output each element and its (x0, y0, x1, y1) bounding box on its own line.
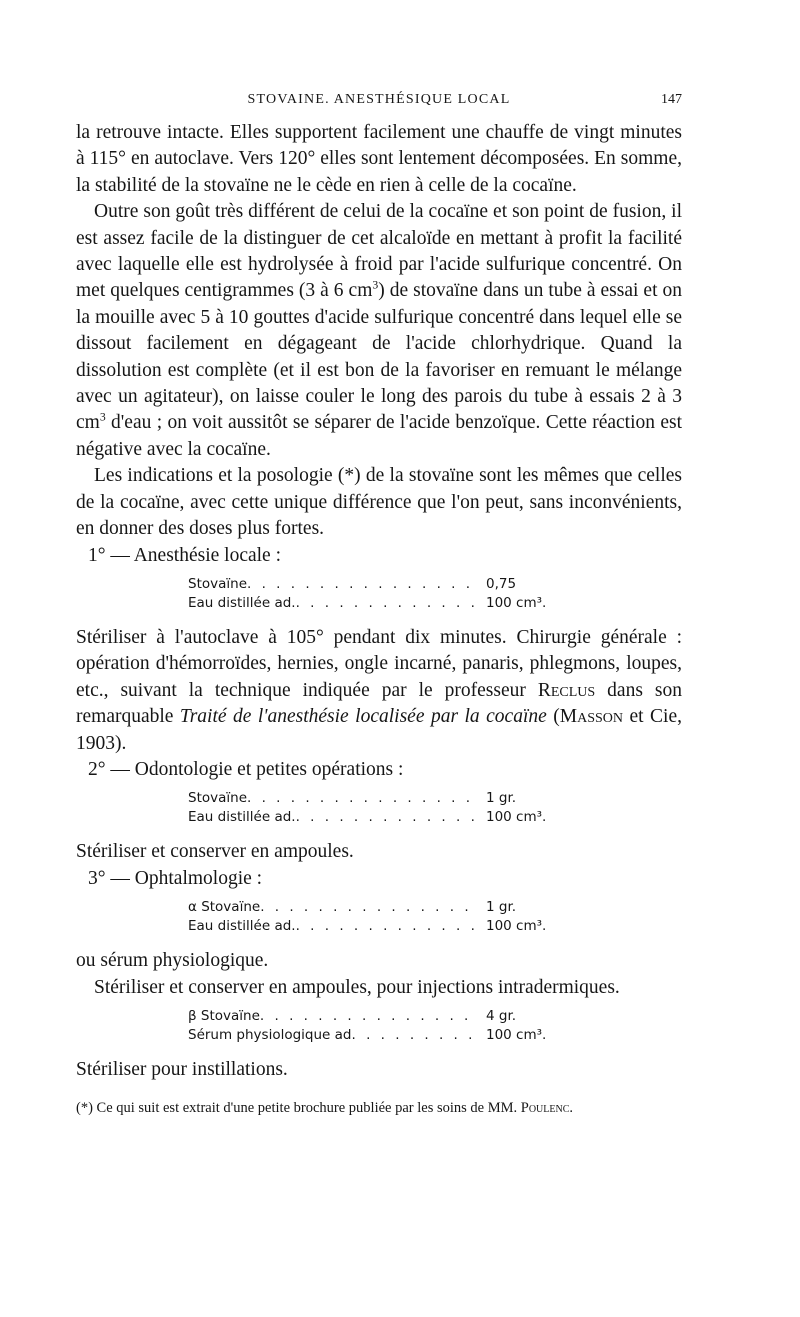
recipe-row (188, 594, 560, 613)
paragraph (76, 199, 682, 463)
paragraph: Stériliser et conserver en ampoules. (76, 841, 354, 863)
paragraph-text: d'eau ; on voit aussitôt se séparer de l'acide benzoïque. Cette réaction est négative avec la cocaïne. (76, 412, 682, 460)
paragraph: Stériliser pour instillations. (76, 1058, 288, 1080)
ingredient-name: Sérum physiologique ad (188, 1026, 352, 1043)
paragraph (76, 625, 682, 757)
leader-dots (260, 898, 478, 917)
ingredient-name: Stovaïne (188, 575, 247, 592)
section-heading: 1° — Anesthésie locale : (88, 544, 282, 566)
recipe-table (188, 898, 560, 936)
leader-dots (296, 808, 478, 827)
recipe-row (188, 1007, 560, 1026)
footnote-text: (*) Ce qui suit est extrait d'une petite brochure publiée par les soins de MM. (76, 1100, 521, 1116)
paragraph-text: et Cie, 1903). (76, 706, 682, 754)
paragraph-text: ) de stovaïne dans un tube à essai et on la mouille avec 5 à 10 gouttes d'acide sulfurique concentré dans lequel elle se dissout facilement en dégageant de l'acide chlorhydrique. Quand la dissolution est complète (et il est bon de la favoriser en remuant le mélange avec un agitateur), on laisse couler le long des parois du tube à essais 2 à 3 cm (76, 280, 682, 434)
recipe-row (188, 917, 560, 936)
superscript: 3 (99, 410, 106, 424)
recipe-row (188, 898, 560, 917)
recipe-row (188, 808, 560, 827)
publisher-name: Masson (559, 706, 624, 728)
leader-dots (260, 1007, 478, 1026)
leader-dots (247, 575, 478, 594)
paragraph-text: de la stovaïne sont les mêmes que celles de la cocaïne, avec cette unique différence que l'on peut, sans inconvénients, en donner des doses plus fortes. (76, 465, 682, 540)
paragraph-text: Stériliser à l'autoclave à 105° pendant dix minutes. Chirurgie générale : opération d'hémorroïdes, hernies, ongle incarné, panaris, phlegmons, loupes, etc., suivant la technique indiquée par le professeur (76, 626, 682, 701)
recipe-row (188, 789, 560, 808)
ingredient-name: Eau distillée ad. (188, 918, 296, 935)
ingredient-quantity: 100 cm³. (486, 1026, 547, 1043)
footnote-name: Poulenc (520, 1100, 570, 1116)
footnote-marker: (*) (337, 465, 361, 487)
paragraph (76, 463, 682, 542)
ingredient-quantity: 0,75 (486, 575, 517, 592)
leader-dots (296, 917, 478, 936)
author-name: Reclus (537, 679, 596, 701)
footnote-text: . (569, 1100, 574, 1116)
ingredient-name: α Stovaïne (188, 899, 261, 916)
leader-dots (247, 789, 478, 808)
ingredient-quantity: 4 gr. (486, 1007, 517, 1024)
recipe-row (188, 575, 560, 594)
ingredient-quantity: 100 cm³. (486, 809, 547, 826)
recipe-table (188, 789, 560, 827)
running-title: STOVAINE. ANESTHÉSIQUE LOCAL (247, 92, 511, 107)
paragraph-text: la retrouve intacte. Elles supportent facilement une chauffe de vingt minutes à 115° en autoclave. Vers 120° elles sont lentement décomposées. En somme, la stabilité de la stovaïne ne le cède en rien à celle de la cocaïne. (76, 122, 682, 196)
section-heading: 2° — Odontologie et petites opérations : (88, 758, 404, 780)
ingredient-quantity: 1 gr. (486, 790, 517, 807)
recipe-row (188, 1026, 560, 1045)
paragraph-text: ( (546, 706, 560, 728)
leader-dots (351, 1026, 478, 1045)
ingredient-name: Stovaïne (188, 790, 247, 807)
page-number: 147 (661, 92, 682, 107)
leader-dots (296, 594, 478, 613)
ingredient-quantity: 1 gr. (486, 899, 517, 916)
paragraph-text: Outre son goût très différent de celui de la cocaïne et son point de fusion, il est assez facile de la distinguer de cet alcaloïde en mettant à profit la facilité avec laquelle elle est hydrolysée à froid par l'acide sulfurique concentré. On met quelques centigrammes (3 à 6 cm (76, 201, 682, 302)
paragraph: Stériliser et conserver en ampoules, pour injections intradermiques. (94, 976, 620, 998)
ingredient-name: β Stovaïne (188, 1007, 260, 1024)
body-text (76, 120, 682, 1083)
recipe-table (188, 1007, 560, 1045)
recipe-table (188, 575, 560, 613)
superscript: 3 (372, 278, 379, 292)
book-title: Traité de l'anesthésie localisée par la cocaïne (179, 706, 547, 728)
paragraph-text: dans son remarquable (76, 679, 682, 728)
paragraph-text: Les indications et la posologie (94, 465, 338, 487)
footnote (76, 1098, 682, 1119)
ingredient-quantity: 100 cm³. (486, 594, 547, 611)
ingredient-name: Eau distillée ad. (188, 594, 296, 611)
section-heading: 3° — Ophtalmologie : (88, 867, 263, 889)
paragraph: ou sérum physiologique. (76, 950, 269, 972)
page-header (76, 92, 682, 114)
paragraph (76, 120, 682, 199)
ingredient-quantity: 100 cm³. (486, 918, 547, 935)
ingredient-name: Eau distillée ad. (188, 809, 296, 826)
